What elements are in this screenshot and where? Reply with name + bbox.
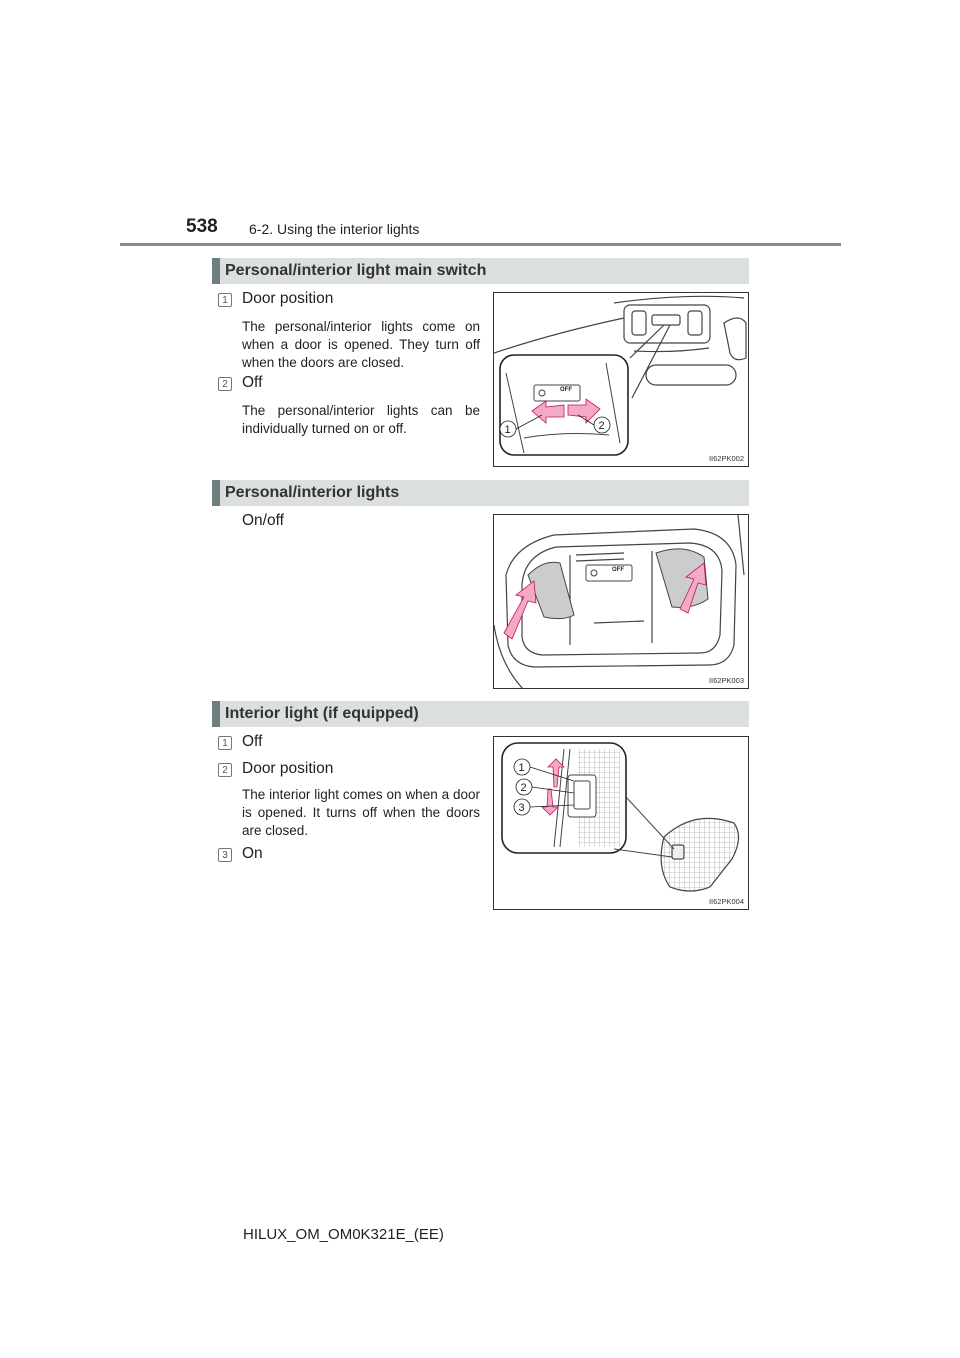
- item-label: Door position: [242, 290, 334, 307]
- figure-code: II62PK002: [708, 454, 744, 463]
- section-title: Personal/interior light main switch: [225, 262, 487, 279]
- figure-interior-light: [493, 736, 749, 910]
- section-accent-bar: [212, 258, 220, 284]
- callout-1: 1: [504, 424, 511, 436]
- item-number: 2: [218, 763, 232, 777]
- figure-personal-lights: [493, 514, 749, 689]
- interior-light-illustration: [494, 737, 749, 910]
- section-title: Interior light (if equipped): [225, 705, 419, 722]
- section-title: Personal/interior lights: [225, 484, 400, 501]
- figure-code: II62PK003: [708, 676, 744, 685]
- section-heading-personal-lights: [212, 480, 749, 506]
- item-description: The interior light comes on when a door is opened. It turns off when the doors are closed.: [242, 787, 480, 838]
- header-rule: [120, 243, 841, 246]
- section-accent-bar: [212, 701, 220, 727]
- callout-2: 2: [598, 420, 605, 432]
- item-number: 3: [218, 848, 232, 862]
- personal-lights-illustration: [494, 515, 749, 689]
- item-label: On: [242, 845, 263, 862]
- item-number: 1: [218, 736, 232, 750]
- figure-main-switch: [493, 292, 749, 467]
- item-label: Off: [242, 733, 263, 750]
- callout-1: 1: [518, 762, 525, 774]
- on-off-label: On/off: [242, 512, 284, 529]
- callout-3: 3: [518, 802, 525, 814]
- off-marking: OFF: [612, 567, 624, 573]
- main-switch-illustration: [494, 293, 749, 467]
- item-description: The personal/interior lights come on when a door is opened. They turn off when the doors are closed.: [242, 319, 480, 370]
- section-heading-main-switch: [212, 258, 749, 284]
- page-number: 538: [186, 216, 218, 237]
- chapter-title: 6-2. Using the interior lights: [249, 221, 420, 237]
- item-number: 1: [218, 293, 232, 307]
- section-heading-interior-light: [212, 701, 749, 727]
- item-label: Off: [242, 374, 263, 391]
- item-label: Door position: [242, 760, 334, 777]
- item-description: The personal/interior lights can be individually turned on or off.: [242, 403, 480, 436]
- left-lamp-arrow-icon: [504, 581, 536, 639]
- item-number: 2: [218, 377, 232, 391]
- figure-code: II62PK004: [708, 897, 744, 906]
- section-accent-bar: [212, 480, 220, 506]
- callout-2: 2: [520, 782, 527, 794]
- footer-model-code: HILUX_OM_OM0K321E_(EE): [243, 1226, 444, 1243]
- off-marking: OFF: [560, 387, 572, 393]
